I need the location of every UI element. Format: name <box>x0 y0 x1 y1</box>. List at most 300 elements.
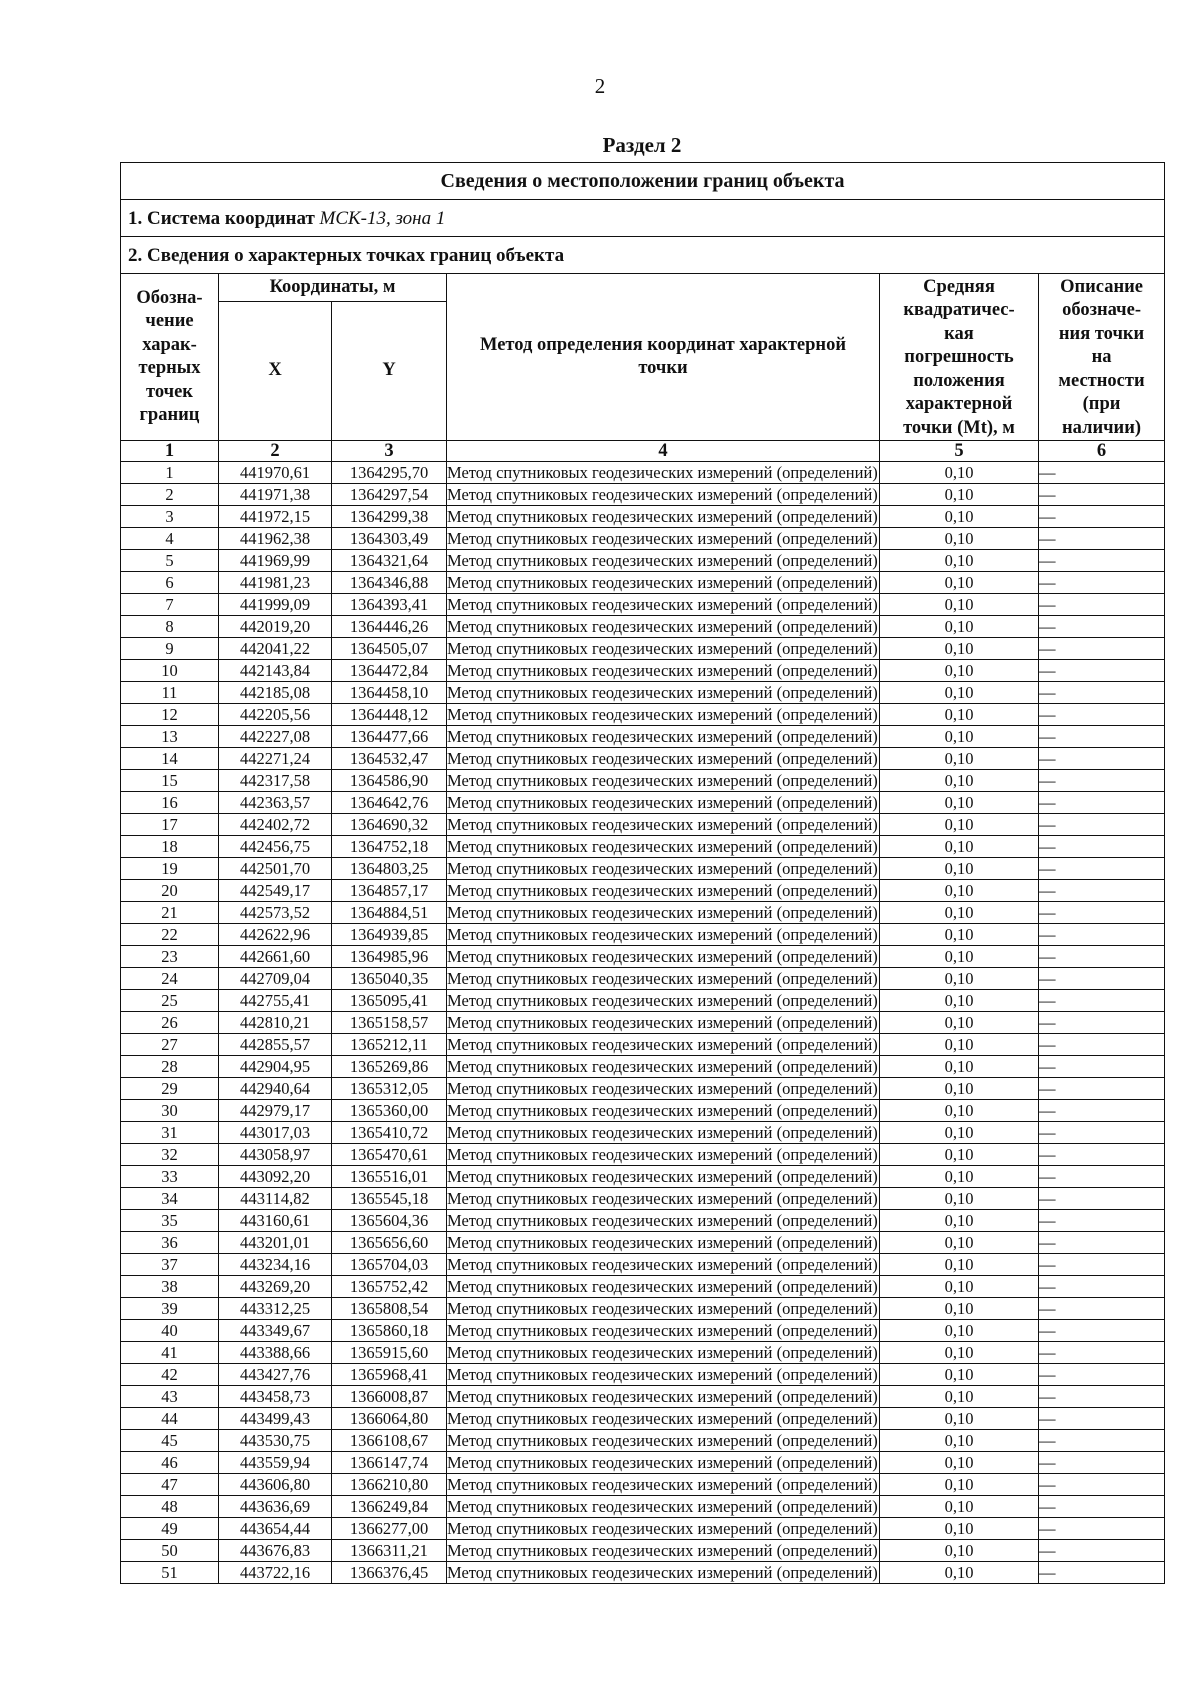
cell-method: Метод спутниковых геодезических измерений (определений) <box>447 660 880 682</box>
cell-description: — <box>1039 484 1165 506</box>
cell-y: 1364446,26 <box>332 616 447 638</box>
table-row <box>121 1342 1165 1364</box>
cell-error: 0,10 <box>880 1452 1039 1474</box>
cell-x: 442755,41 <box>219 990 332 1012</box>
cell-x: 442573,52 <box>219 902 332 924</box>
cell-x: 442622,96 <box>219 924 332 946</box>
cell-description: — <box>1039 638 1165 660</box>
cell-y: 1366311,21 <box>332 1540 447 1562</box>
cell-point-number: 31 <box>121 1122 219 1144</box>
table-row <box>121 902 1165 924</box>
cell-description: — <box>1039 1474 1165 1496</box>
header-error <box>880 274 1039 441</box>
column-numbers-row <box>121 441 1165 462</box>
cell-method: Метод спутниковых геодезических измерений (определений) <box>447 1408 880 1430</box>
cell-point-number: 6 <box>121 572 219 594</box>
cell-y: 1364297,54 <box>332 484 447 506</box>
cell-x: 442810,21 <box>219 1012 332 1034</box>
cell-description: — <box>1039 1232 1165 1254</box>
cell-description: — <box>1039 660 1165 682</box>
cell-error: 0,10 <box>880 726 1039 748</box>
cell-error: 0,10 <box>880 1144 1039 1166</box>
cell-y: 1365158,57 <box>332 1012 447 1034</box>
cell-method: Метод спутниковых геодезических измерений (определений) <box>447 990 880 1012</box>
cell-method: Метод спутниковых геодезических измерений (определений) <box>447 462 880 484</box>
cell-method: Метод спутниковых геодезических измерений (определений) <box>447 792 880 814</box>
table-row <box>121 1562 1165 1584</box>
cell-method: Метод спутниковых геодезических измерений (определений) <box>447 1012 880 1034</box>
cell-error: 0,10 <box>880 1364 1039 1386</box>
cell-y: 1365860,18 <box>332 1320 447 1342</box>
cell-method: Метод спутниковых геодезических измерений (определений) <box>447 638 880 660</box>
cell-method: Метод спутниковых геодезических измерений (определений) <box>447 1430 880 1452</box>
table-row <box>121 1254 1165 1276</box>
table-row <box>121 968 1165 990</box>
cell-error: 0,10 <box>880 968 1039 990</box>
cell-x: 443234,16 <box>219 1254 332 1276</box>
cell-error: 0,10 <box>880 1122 1039 1144</box>
cell-description: — <box>1039 1430 1165 1452</box>
points-title: 2. Сведения о характерных точках границ объекта <box>128 244 565 266</box>
cell-error: 0,10 <box>880 506 1039 528</box>
cell-description: — <box>1039 616 1165 638</box>
cell-x: 443349,67 <box>219 1320 332 1342</box>
cell-description: — <box>1039 1078 1165 1100</box>
cell-x: 443017,03 <box>219 1122 332 1144</box>
cell-method: Метод спутниковых геодезических измерений (определений) <box>447 1144 880 1166</box>
cell-description: — <box>1039 1298 1165 1320</box>
cell-x: 442940,64 <box>219 1078 332 1100</box>
cell-description: — <box>1039 1254 1165 1276</box>
cell-method: Метод спутниковых геодезических измерений (определений) <box>447 1386 880 1408</box>
cell-x: 442904,95 <box>219 1056 332 1078</box>
cell-error: 0,10 <box>880 836 1039 858</box>
cell-x: 441981,23 <box>219 572 332 594</box>
cell-point-number: 16 <box>121 792 219 814</box>
cell-x: 442456,75 <box>219 836 332 858</box>
cell-description: — <box>1039 924 1165 946</box>
cell-error: 0,10 <box>880 1320 1039 1342</box>
header-description-text: Описание обозначе- ния точки на местности (при наличии) <box>1058 277 1145 438</box>
cell-method: Метод спутниковых геодезических измерений (определений) <box>447 1562 880 1584</box>
col-number: 2 <box>219 441 332 462</box>
cell-description: — <box>1039 1100 1165 1122</box>
cell-description: — <box>1039 1540 1165 1562</box>
cell-method: Метод спутниковых геодезических измерений (определений) <box>447 1034 880 1056</box>
cell-point-number: 5 <box>121 550 219 572</box>
col-number: 4 <box>447 441 880 462</box>
cell-method: Метод спутниковых геодезических измерений (определений) <box>447 1100 880 1122</box>
cell-y: 1365269,86 <box>332 1056 447 1078</box>
cell-point-number: 49 <box>121 1518 219 1540</box>
cell-description: — <box>1039 1122 1165 1144</box>
header-description <box>1039 274 1165 441</box>
cell-point-number: 45 <box>121 1430 219 1452</box>
col-number: 3 <box>332 441 447 462</box>
cell-point-number: 1 <box>121 462 219 484</box>
cell-method: Метод спутниковых геодезических измерений (определений) <box>447 550 880 572</box>
cell-method: Метод спутниковых геодезических измерений (определений) <box>447 946 880 968</box>
cell-y: 1365095,41 <box>332 990 447 1012</box>
cell-x: 443058,97 <box>219 1144 332 1166</box>
cell-error: 0,10 <box>880 1298 1039 1320</box>
cell-x: 442979,17 <box>219 1100 332 1122</box>
cell-point-number: 47 <box>121 1474 219 1496</box>
cell-description: — <box>1039 1386 1165 1408</box>
cell-x: 442227,08 <box>219 726 332 748</box>
cell-x: 443427,76 <box>219 1364 332 1386</box>
table-row <box>121 704 1165 726</box>
cell-x: 443114,82 <box>219 1188 332 1210</box>
cell-description: — <box>1039 990 1165 1012</box>
cell-x: 442019,20 <box>219 616 332 638</box>
table-row <box>121 770 1165 792</box>
col-number: 5 <box>880 441 1039 462</box>
cell-x: 443676,83 <box>219 1540 332 1562</box>
cell-method: Метод спутниковых геодезических измерений (определений) <box>447 1540 880 1562</box>
cell-description: — <box>1039 528 1165 550</box>
cell-description: — <box>1039 1276 1165 1298</box>
cell-method: Метод спутниковых геодезических измерений (определений) <box>447 1122 880 1144</box>
table-row <box>121 638 1165 660</box>
table-row <box>121 528 1165 550</box>
cell-point-number: 22 <box>121 924 219 946</box>
header-method-text: Метод определения координат характерной точки <box>480 334 846 379</box>
page-number: 2 <box>594 74 606 98</box>
coord-system-value: МСК-13, зона 1 <box>319 207 446 229</box>
cell-description: — <box>1039 1496 1165 1518</box>
table-row <box>121 1298 1165 1320</box>
cell-x: 443092,20 <box>219 1166 332 1188</box>
cell-description: — <box>1039 1056 1165 1078</box>
cell-y: 1364303,49 <box>332 528 447 550</box>
cell-point-number: 29 <box>121 1078 219 1100</box>
cell-method: Метод спутниковых геодезических измерений (определений) <box>447 484 880 506</box>
cell-error: 0,10 <box>880 660 1039 682</box>
cell-x: 441972,15 <box>219 506 332 528</box>
cell-error: 0,10 <box>880 1012 1039 1034</box>
cell-method: Метод спутниковых геодезических измерений (определений) <box>447 1298 880 1320</box>
cell-x: 443458,73 <box>219 1386 332 1408</box>
cell-method: Метод спутниковых геодезических измерений (определений) <box>447 1320 880 1342</box>
table-row <box>121 1188 1165 1210</box>
cell-point-number: 41 <box>121 1342 219 1364</box>
cell-description: — <box>1039 836 1165 858</box>
col-number: 6 <box>1039 441 1165 462</box>
cell-error: 0,10 <box>880 1540 1039 1562</box>
table-row <box>121 462 1165 484</box>
cell-error: 0,10 <box>880 902 1039 924</box>
cell-y: 1366277,00 <box>332 1518 447 1540</box>
cell-method: Метод спутниковых геодезических измерений (определений) <box>447 1518 880 1540</box>
cell-y: 1366064,80 <box>332 1408 447 1430</box>
cell-y: 1366008,87 <box>332 1386 447 1408</box>
cell-method: Метод спутниковых геодезических измерений (определений) <box>447 770 880 792</box>
cell-method: Метод спутниковых геодезических измерений (определений) <box>447 1276 880 1298</box>
cell-point-number: 44 <box>121 1408 219 1430</box>
table-row <box>121 1364 1165 1386</box>
cell-method: Метод спутниковых геодезических измерений (определений) <box>447 528 880 550</box>
cell-error: 0,10 <box>880 1474 1039 1496</box>
cell-y: 1365604,36 <box>332 1210 447 1232</box>
cell-point-number: 46 <box>121 1452 219 1474</box>
cell-description: — <box>1039 770 1165 792</box>
cell-point-number: 18 <box>121 836 219 858</box>
cell-y: 1365656,60 <box>332 1232 447 1254</box>
cell-y: 1365545,18 <box>332 1188 447 1210</box>
cell-y: 1365040,35 <box>332 968 447 990</box>
cell-description: — <box>1039 858 1165 880</box>
cell-x: 442709,04 <box>219 968 332 990</box>
table-row <box>121 990 1165 1012</box>
cell-x: 443559,94 <box>219 1452 332 1474</box>
cell-y: 1364532,47 <box>332 748 447 770</box>
table-row <box>121 1034 1165 1056</box>
cell-error: 0,10 <box>880 1496 1039 1518</box>
cell-description: — <box>1039 792 1165 814</box>
cell-description: — <box>1039 814 1165 836</box>
table-row <box>121 836 1165 858</box>
cell-y: 1364458,10 <box>332 682 447 704</box>
table-row <box>121 1210 1165 1232</box>
cell-point-number: 26 <box>121 1012 219 1034</box>
cell-error: 0,10 <box>880 1386 1039 1408</box>
table-row <box>121 550 1165 572</box>
cell-error: 0,10 <box>880 924 1039 946</box>
cell-error: 0,10 <box>880 572 1039 594</box>
cell-y: 1364803,25 <box>332 858 447 880</box>
cell-description: — <box>1039 1518 1165 1540</box>
cell-method: Метод спутниковых геодезических измерений (определений) <box>447 1078 880 1100</box>
cell-point-number: 36 <box>121 1232 219 1254</box>
cell-x: 443201,01 <box>219 1232 332 1254</box>
cell-method: Метод спутниковых геодезических измерений (определений) <box>447 1232 880 1254</box>
cell-description: — <box>1039 1144 1165 1166</box>
cell-description: — <box>1039 462 1165 484</box>
header-x: X <box>219 301 332 441</box>
table-row <box>121 1518 1165 1540</box>
cell-x: 443606,80 <box>219 1474 332 1496</box>
cell-method: Метод спутниковых геодезических измерений (определений) <box>447 836 880 858</box>
cell-y: 1365968,41 <box>332 1364 447 1386</box>
cell-y: 1365212,11 <box>332 1034 447 1056</box>
cell-y: 1364299,38 <box>332 506 447 528</box>
coord-system-row <box>121 200 1165 237</box>
cell-y: 1364586,90 <box>332 770 447 792</box>
cell-point-number: 15 <box>121 770 219 792</box>
cell-point-number: 9 <box>121 638 219 660</box>
cell-point-number: 33 <box>121 1166 219 1188</box>
table-row <box>121 1320 1165 1342</box>
cell-method: Метод спутниковых геодезических измерений (определений) <box>447 1364 880 1386</box>
cell-description: — <box>1039 1408 1165 1430</box>
table-row <box>121 814 1165 836</box>
cell-point-number: 30 <box>121 1100 219 1122</box>
cell-description: — <box>1039 1012 1165 1034</box>
cell-point-number: 23 <box>121 946 219 968</box>
cell-error: 0,10 <box>880 1562 1039 1584</box>
cell-description: — <box>1039 1562 1165 1584</box>
cell-y: 1366147,74 <box>332 1452 447 1474</box>
cell-point-number: 2 <box>121 484 219 506</box>
cell-error: 0,10 <box>880 462 1039 484</box>
cell-x: 443722,16 <box>219 1562 332 1584</box>
cell-method: Метод спутниковых геодезических измерений (определений) <box>447 902 880 924</box>
cell-error: 0,10 <box>880 880 1039 902</box>
table-row <box>121 682 1165 704</box>
cell-y: 1364321,64 <box>332 550 447 572</box>
cell-x: 441971,38 <box>219 484 332 506</box>
cell-error: 0,10 <box>880 748 1039 770</box>
table-row <box>121 726 1165 748</box>
cell-error: 0,10 <box>880 1034 1039 1056</box>
cell-error: 0,10 <box>880 1188 1039 1210</box>
cell-method: Метод спутниковых геодезических измерений (определений) <box>447 968 880 990</box>
cell-point-number: 48 <box>121 1496 219 1518</box>
cell-method: Метод спутниковых геодезических измерений (определений) <box>447 1210 880 1232</box>
table-title: Сведения о местоположении границ объекта <box>121 163 1165 200</box>
cell-point-number: 14 <box>121 748 219 770</box>
cell-x: 443160,61 <box>219 1210 332 1232</box>
cell-method: Метод спутниковых геодезических измерений (определений) <box>447 1254 880 1276</box>
table-row <box>121 1540 1165 1562</box>
boundary-points-table <box>120 162 1165 1584</box>
cell-point-number: 38 <box>121 1276 219 1298</box>
cell-point-number: 42 <box>121 1364 219 1386</box>
table-row <box>121 616 1165 638</box>
cell-point-number: 7 <box>121 594 219 616</box>
cell-method: Метод спутниковых геодезических измерений (определений) <box>447 682 880 704</box>
cell-point-number: 19 <box>121 858 219 880</box>
cell-y: 1364448,12 <box>332 704 447 726</box>
cell-y: 1365470,61 <box>332 1144 447 1166</box>
cell-point-number: 21 <box>121 902 219 924</box>
cell-y: 1365516,01 <box>332 1166 447 1188</box>
cell-x: 441962,38 <box>219 528 332 550</box>
cell-y: 1364857,17 <box>332 880 447 902</box>
cell-description: — <box>1039 726 1165 748</box>
cell-y: 1366376,45 <box>332 1562 447 1584</box>
cell-y: 1365410,72 <box>332 1122 447 1144</box>
cell-y: 1364642,76 <box>332 792 447 814</box>
table-row <box>121 748 1165 770</box>
cell-description: — <box>1039 1320 1165 1342</box>
table-row <box>121 858 1165 880</box>
table-row <box>121 1012 1165 1034</box>
header-error-text: Средняя квадратичес- кая погрешность положения характерной точки (Mt), м <box>903 277 1015 438</box>
cell-y: 1364346,88 <box>332 572 447 594</box>
cell-error: 0,10 <box>880 484 1039 506</box>
cell-y: 1364472,84 <box>332 660 447 682</box>
cell-point-number: 35 <box>121 1210 219 1232</box>
cell-description: — <box>1039 1452 1165 1474</box>
cell-x: 443654,44 <box>219 1518 332 1540</box>
cell-y: 1365704,03 <box>332 1254 447 1276</box>
table-row <box>121 1056 1165 1078</box>
cell-method: Метод спутниковых геодезических измерений (определений) <box>447 880 880 902</box>
cell-x: 442185,08 <box>219 682 332 704</box>
cell-y: 1366210,80 <box>332 1474 447 1496</box>
cell-point-number: 50 <box>121 1540 219 1562</box>
cell-y: 1366249,84 <box>332 1496 447 1518</box>
cell-method: Метод спутниковых геодезических измерений (определений) <box>447 748 880 770</box>
table-row <box>121 1100 1165 1122</box>
cell-point-number: 28 <box>121 1056 219 1078</box>
header-point-designation <box>121 274 219 441</box>
cell-method: Метод спутниковых геодезических измерений (определений) <box>447 506 880 528</box>
cell-y: 1364690,32 <box>332 814 447 836</box>
cell-description: — <box>1039 968 1165 990</box>
cell-y: 1364393,41 <box>332 594 447 616</box>
table-row <box>121 1144 1165 1166</box>
cell-method: Метод спутниковых геодезических измерений (определений) <box>447 594 880 616</box>
cell-error: 0,10 <box>880 1430 1039 1452</box>
cell-x: 441970,61 <box>219 462 332 484</box>
cell-error: 0,10 <box>880 770 1039 792</box>
cell-description: — <box>1039 1210 1165 1232</box>
cell-error: 0,10 <box>880 594 1039 616</box>
cell-error: 0,10 <box>880 1408 1039 1430</box>
cell-y: 1366108,67 <box>332 1430 447 1452</box>
cell-method: Метод спутниковых геодезических измерений (определений) <box>447 1342 880 1364</box>
cell-error: 0,10 <box>880 1254 1039 1276</box>
header-point-designation-text: Обозна- чение харак- терных точек границ <box>136 287 203 426</box>
cell-x: 442205,56 <box>219 704 332 726</box>
table-row <box>121 594 1165 616</box>
cell-point-number: 24 <box>121 968 219 990</box>
header-y: Y <box>332 301 447 441</box>
table-row <box>121 880 1165 902</box>
cell-point-number: 20 <box>121 880 219 902</box>
cell-method: Метод спутниковых геодезических измерений (определений) <box>447 1452 880 1474</box>
cell-x: 442271,24 <box>219 748 332 770</box>
table-row <box>121 1452 1165 1474</box>
header-method <box>447 274 880 441</box>
cell-error: 0,10 <box>880 1100 1039 1122</box>
section-title: Раздел 2 <box>602 133 682 157</box>
cell-x: 443269,20 <box>219 1276 332 1298</box>
cell-error: 0,10 <box>880 1276 1039 1298</box>
cell-y: 1364295,70 <box>332 462 447 484</box>
cell-point-number: 4 <box>121 528 219 550</box>
cell-point-number: 12 <box>121 704 219 726</box>
cell-x: 441999,09 <box>219 594 332 616</box>
cell-point-number: 34 <box>121 1188 219 1210</box>
cell-description: — <box>1039 880 1165 902</box>
cell-y: 1365752,42 <box>332 1276 447 1298</box>
cell-error: 0,10 <box>880 616 1039 638</box>
cell-x: 443499,43 <box>219 1408 332 1430</box>
cell-point-number: 37 <box>121 1254 219 1276</box>
cell-description: — <box>1039 1342 1165 1364</box>
cell-x: 442549,17 <box>219 880 332 902</box>
cell-x: 442402,72 <box>219 814 332 836</box>
cell-y: 1364985,96 <box>332 946 447 968</box>
table-row <box>121 1430 1165 1452</box>
cell-method: Метод спутниковых геодезических измерений (определений) <box>447 726 880 748</box>
cell-method: Метод спутниковых геодезических измерений (определений) <box>447 1056 880 1078</box>
points-title-row <box>121 237 1165 274</box>
table-row <box>121 1166 1165 1188</box>
table-row <box>121 1232 1165 1254</box>
table-row <box>121 1078 1165 1100</box>
cell-error: 0,10 <box>880 1210 1039 1232</box>
cell-point-number: 51 <box>121 1562 219 1584</box>
cell-description: — <box>1039 1034 1165 1056</box>
table-row <box>121 1122 1165 1144</box>
cell-error: 0,10 <box>880 814 1039 836</box>
cell-y: 1365360,00 <box>332 1100 447 1122</box>
